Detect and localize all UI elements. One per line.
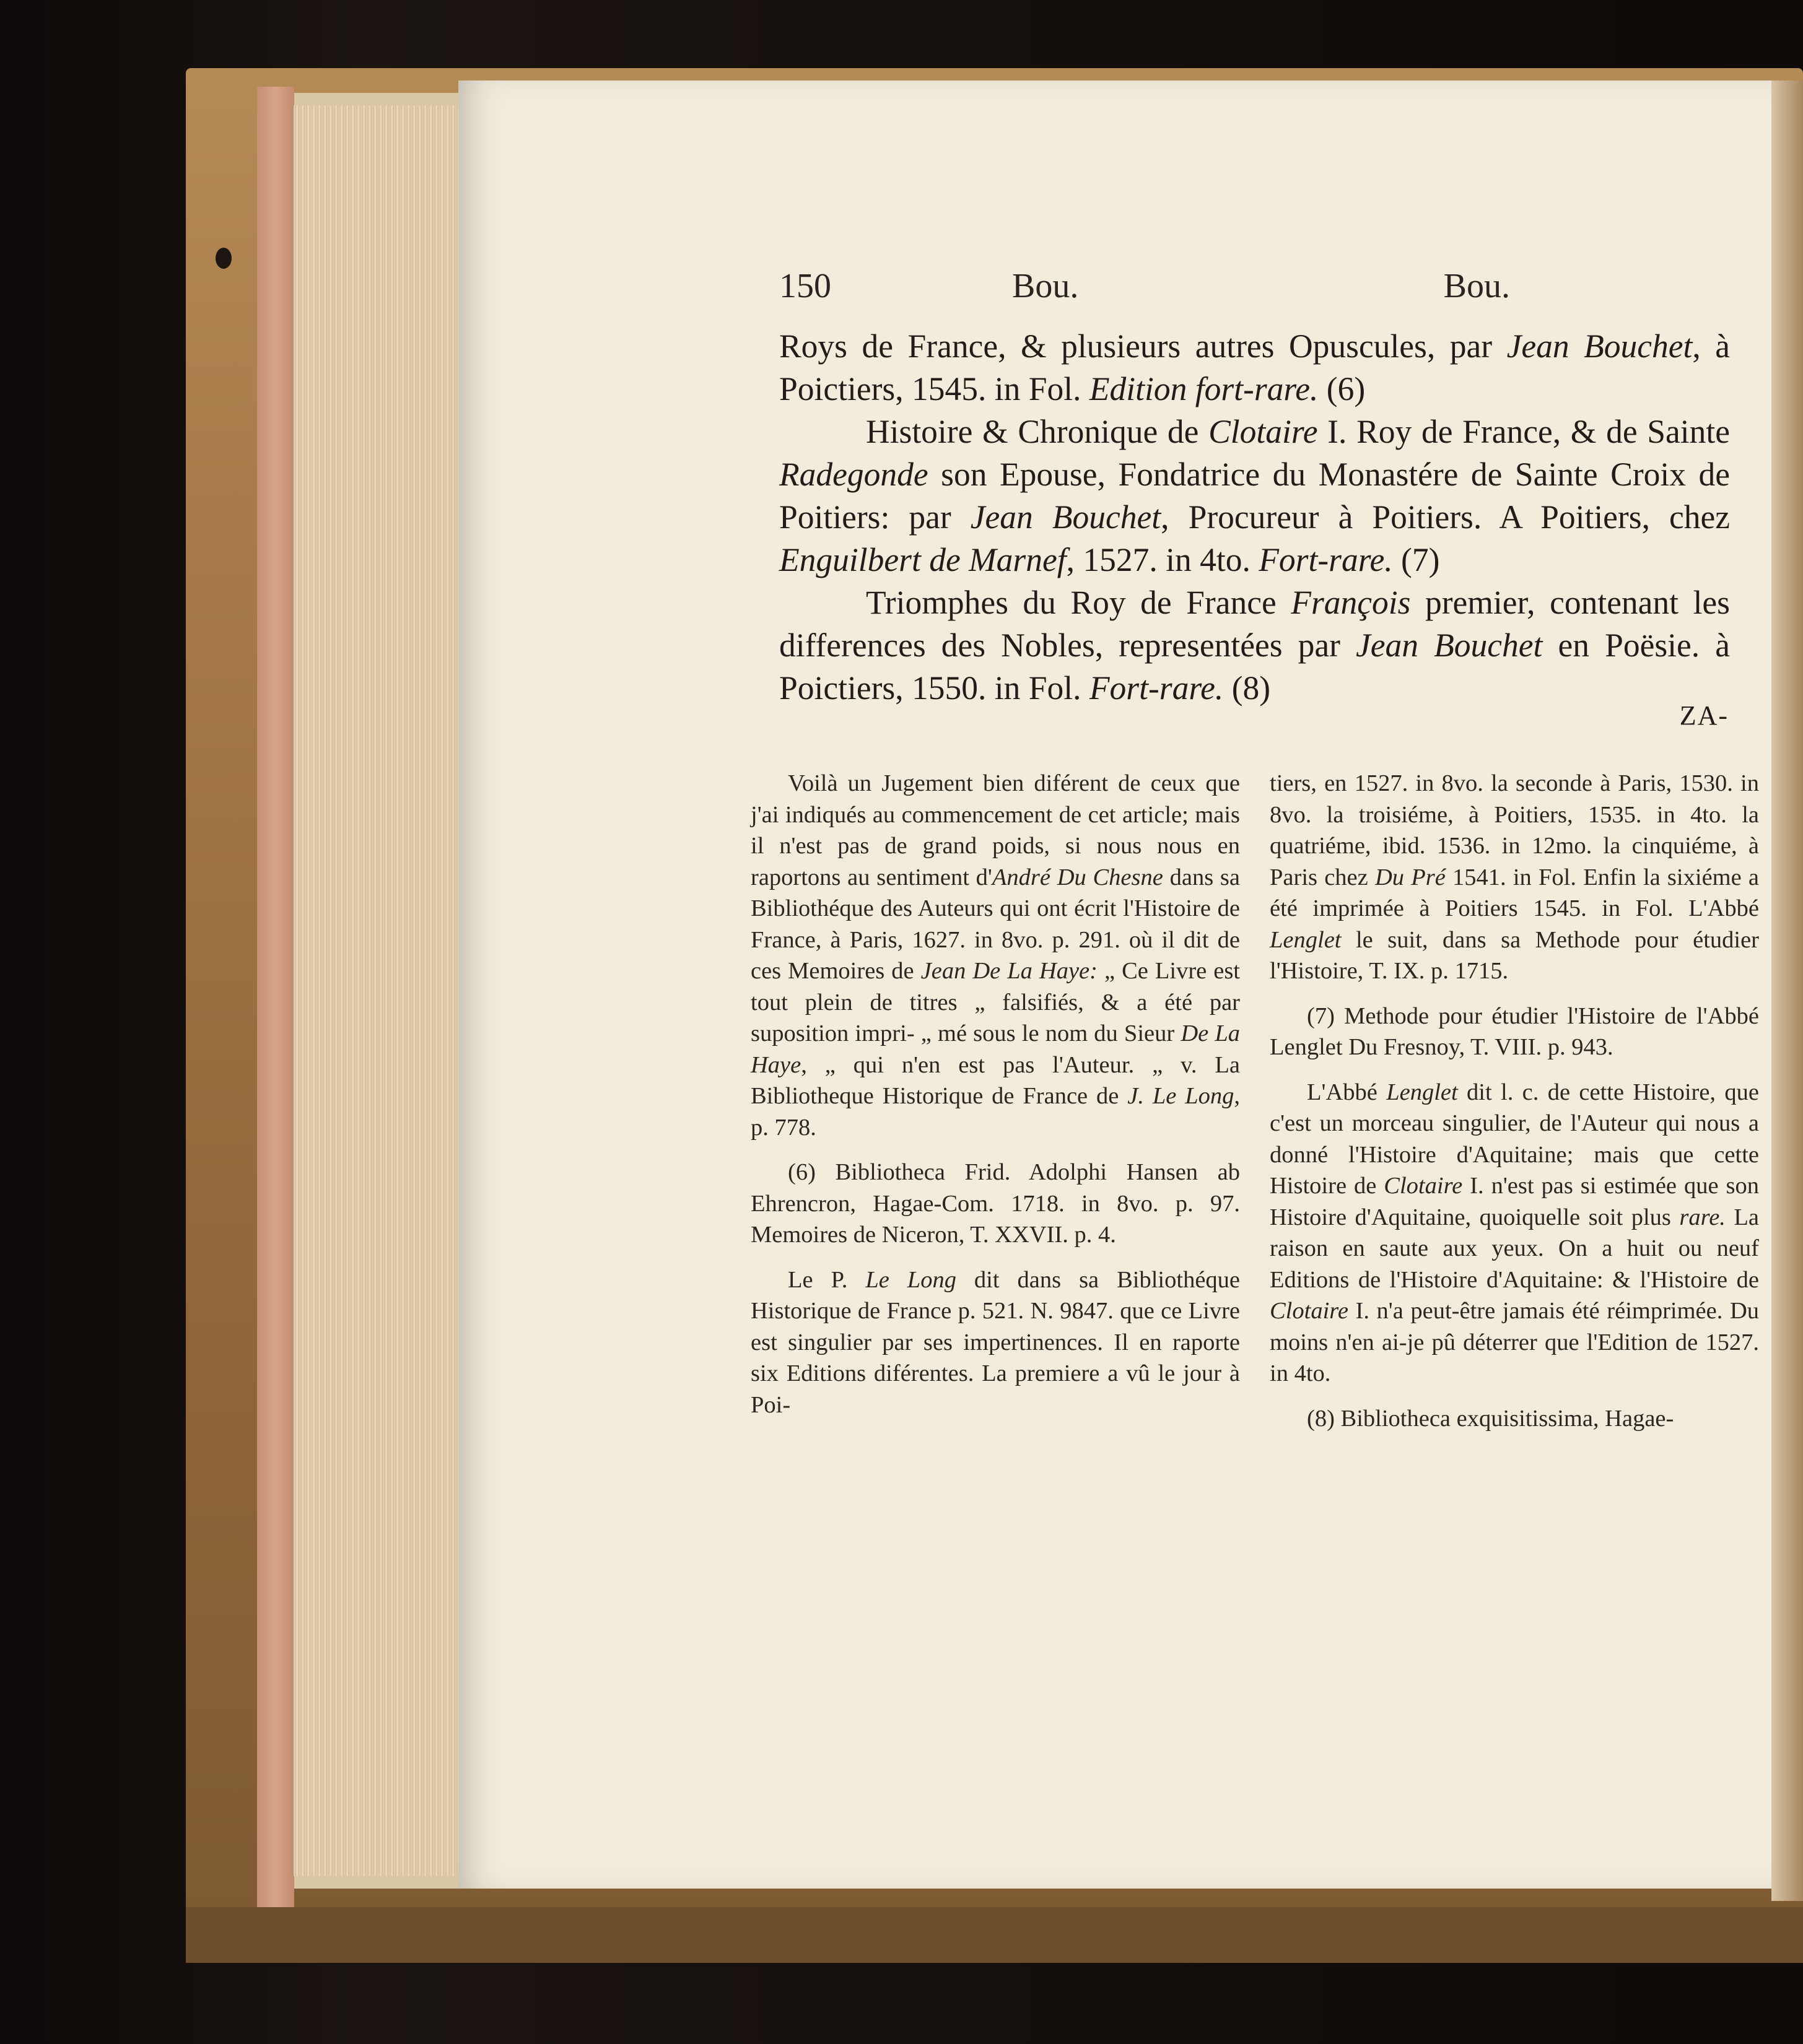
running-head-left: Bou. (1012, 267, 1079, 305)
right-footnote-column (1270, 768, 1759, 1434)
catchword: ZA- (1679, 700, 1729, 731)
note-paragraph: (7) Methode pour étudier l'Histoire de l'Abbé Lenglet Du Fresnoy, T. VIII. p. 943. (1270, 1002, 1759, 1060)
running-head-right: Bou. (1443, 267, 1510, 305)
binding-hole (216, 248, 232, 269)
main-paragraph-3: Triomphes du Roy de France François premier, contenant les differences des Nobles, representées par Jean Bouchet en Poësie. à Poictiers, 1550. in Fol. Fort-rare. (8) (779, 584, 1730, 707)
main-paragraph-1: Roys de France, & plusieurs autres Opuscules, par Jean Bouchet, à Poictiers, 1545. in Fol. Edition fort-rare. (6) (779, 328, 1731, 407)
note-paragraph: (8) Bibliotheca exquisitissima, Hagae- (1307, 1405, 1674, 1432)
page-number: 150 (779, 267, 831, 305)
main-paragraph-2: Histoire & Chronique de Clotaire I. Roy de France, & de Sainte Radegonde son Epouse, Fondatrice du Monastére de Sainte Croix de Poitiers: par Jean Bouchet, Procureur à Poitiers. A Poitiers, chez Enguilbert de Marnef, 1527. in 4to. Fort-rare. (7) (779, 413, 1730, 578)
note-paragraph: L'Abbé Lenglet dit l. c. de cette Histoire, que c'est un morceau singulier, de l'Auteur qui nous a donné l'Histoire d'Aquitaine; mais que cette Histoire de Clotaire I. n'est pas si estimée que son Histoire d'Aquitaine, quoiquelle soit plus rare. La raison en saute aux yeux. On a huit ou neuf Editions de l'Histoire d'Aquitaine: & l'Histoire de Clotaire I. n'a peut-être jamais été réimprimée. Du moins n'en ai-je pû déterrer que l'Edition de 1527. in 4to. (1270, 1079, 1759, 1386)
red-page-edge (257, 87, 294, 1907)
note-paragraph: (6) Bibliotheca Frid. Adolphi Hansen ab Ehrencron, Hagae-Com. 1718. in 8vo. p. 97. Memoires de Niceron, T. XXVII. p. 4. (751, 1159, 1240, 1248)
left-footnote-column (751, 768, 1240, 1434)
note-paragraph: tiers, en 1527. in 8vo. la seconde à Paris, 1530. in 8vo. la troisiéme, à Poitiers, 1535. in 4to. la quatriéme, ibid. 1536. in 12mo. la cinquiéme, à Paris chez Du Pré 1541. in Fol. Enfin la sixiéme a été imprimée à Poitiers 1545. in Fol. L'Abbé Lenglet le suit, dans sa Methode pour étudier l'Histoire, T. IX. p. 1715. (1270, 770, 1759, 984)
right-page-edge (1771, 80, 1803, 1901)
running-head (779, 266, 1510, 310)
page-edges (291, 105, 461, 1876)
main-text (779, 325, 1730, 710)
book-cover-bottom (186, 1907, 1803, 1963)
note-paragraph: Voilà un Jugement bien diférent de ceux que j'ai indiqués au commencement de cet article; mais il n'est pas de grand poids, si nous nous en raportons au sentiment d'André Du Chesne dans sa Bibliothéque des Auteurs qui ont écrit l'Histoire de France, à Paris, 1627. in 8vo. p. 291. où il dit de ces Memoires de Jean De La Haye: „ Ce Livre est tout plein de titres „ falsifiés, & a été par suposition impri- „ mé sous le nom du Sieur De La Haye, „ qui n'en est pas l'Auteur. „ v. La Bibliotheque Historique de France de J. Le Long, p. 778. (751, 770, 1241, 1141)
note-paragraph: Le P. Le Long dit dans sa Bibliothéque Historique de France p. 521. N. 9847. que ce Livre est singulier par ses impertinences. Il en raporte six Editions diférentes. La premiere a vû le jour à Poi- (751, 1266, 1240, 1418)
